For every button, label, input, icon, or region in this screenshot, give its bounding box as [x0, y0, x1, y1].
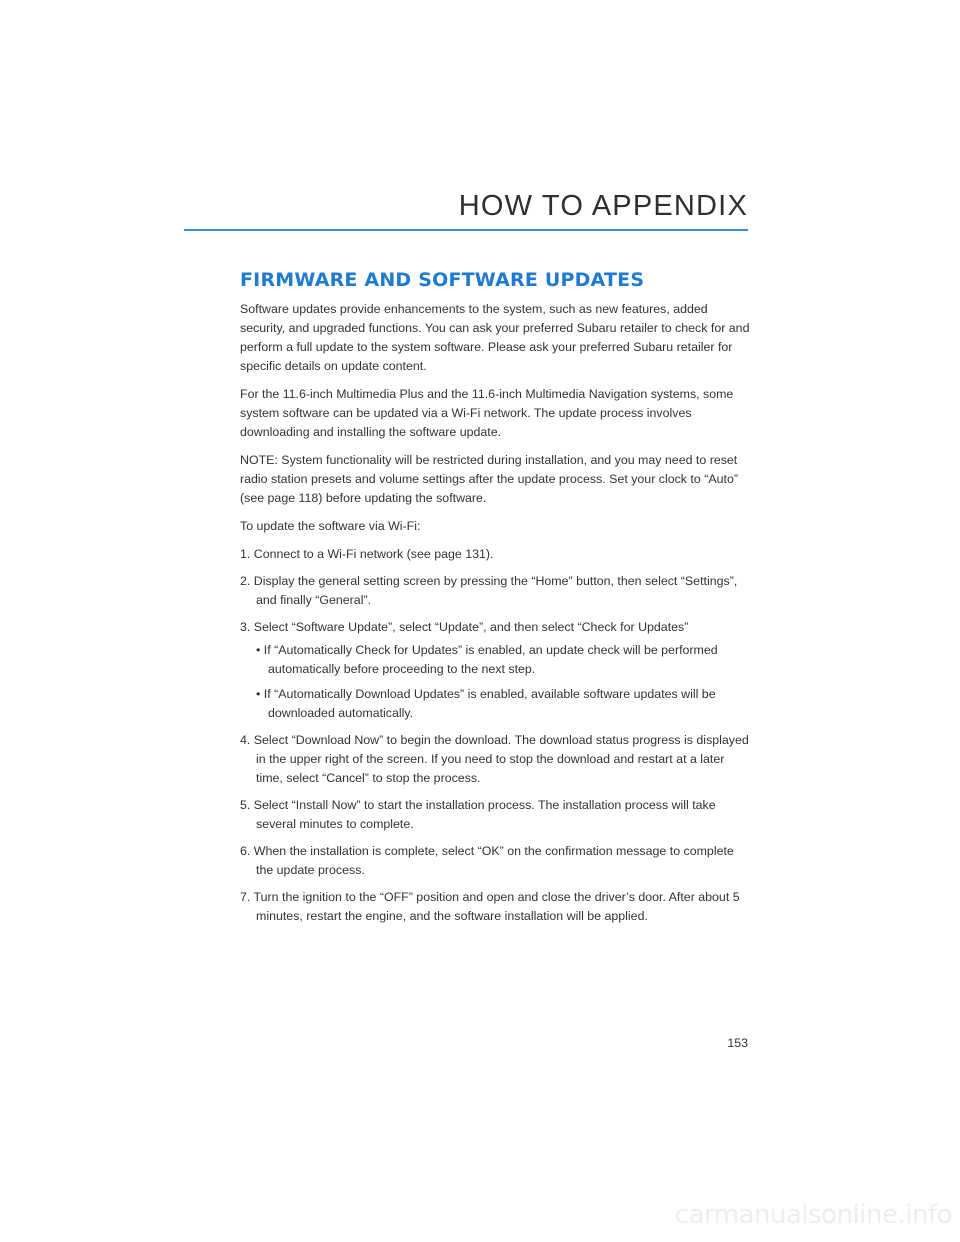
step-3-bullets [256, 641, 752, 723]
article [240, 268, 752, 934]
bullet-auto-check: • If “Automatically Check for Updates” is enabled, an update check will be performed automatically before proceeding to the next step. [256, 643, 718, 676]
section-header: HOW TO APPENDIX [458, 190, 748, 222]
step-1: 1. Connect to a Wi-Fi network (see page 131). [240, 547, 494, 561]
step-7: 7. Turn the ignition to the “OFF” position and open and close the driver’s door. After about 5 minutes, restart the engine, and the software installation will be applied. [240, 890, 740, 923]
step-4: 4. Select “Download Now” to begin the download. The download status progress is displayed in the upper right of the screen. If you need to stop the download and restart at a later time, select “Cancel” to stop the process. [240, 733, 749, 785]
header-divider [184, 229, 748, 231]
intro-paragraph: Software updates provide enhancements to the system, such as new features, added security, and upgraded functions. You can ask your preferred Subaru retailer to check for and perform a full update to the system software. Please ask your preferred Subaru retailer for specific details on update content. [240, 302, 750, 373]
site-watermark: carmanualsonline.info [674, 1200, 952, 1230]
step-6: 6. When the installation is complete, select “OK” on the confirmation message to complete the update process. [240, 844, 734, 877]
page-number: 153 [727, 1036, 748, 1050]
note-paragraph: NOTE: System functionality will be restricted during installation, and you may need to reset radio station presets and volume settings after the update process. Set your clock to “Auto” (see page 118) before updating the software. [240, 453, 738, 505]
step-3 [240, 618, 752, 723]
article-title: FIRMWARE AND SOFTWARE UPDATES [240, 269, 645, 291]
steps-intro: To update the software via Wi-Fi: [240, 519, 421, 533]
step-5: 5. Select “Install Now” to start the installation process. The installation process will take several minutes to complete. [240, 798, 716, 831]
update-steps [240, 545, 752, 926]
step-3-text: 3. Select “Software Update”, select “Update”, and then select “Check for Updates” [240, 620, 689, 634]
wifi-paragraph: For the 11.6-inch Multimedia Plus and the 11.6-inch Multimedia Navigation systems, some system software can be updated via a Wi-Fi network. The update process involves downloading and installing the software update. [240, 387, 734, 439]
bullet-auto-download: • If “Automatically Download Updates” is enabled, available software updates will be downloaded automatically. [256, 687, 716, 720]
step-2: 2. Display the general setting screen by pressing the “Home” button, then select “Settings”, and finally “General”. [240, 574, 738, 607]
